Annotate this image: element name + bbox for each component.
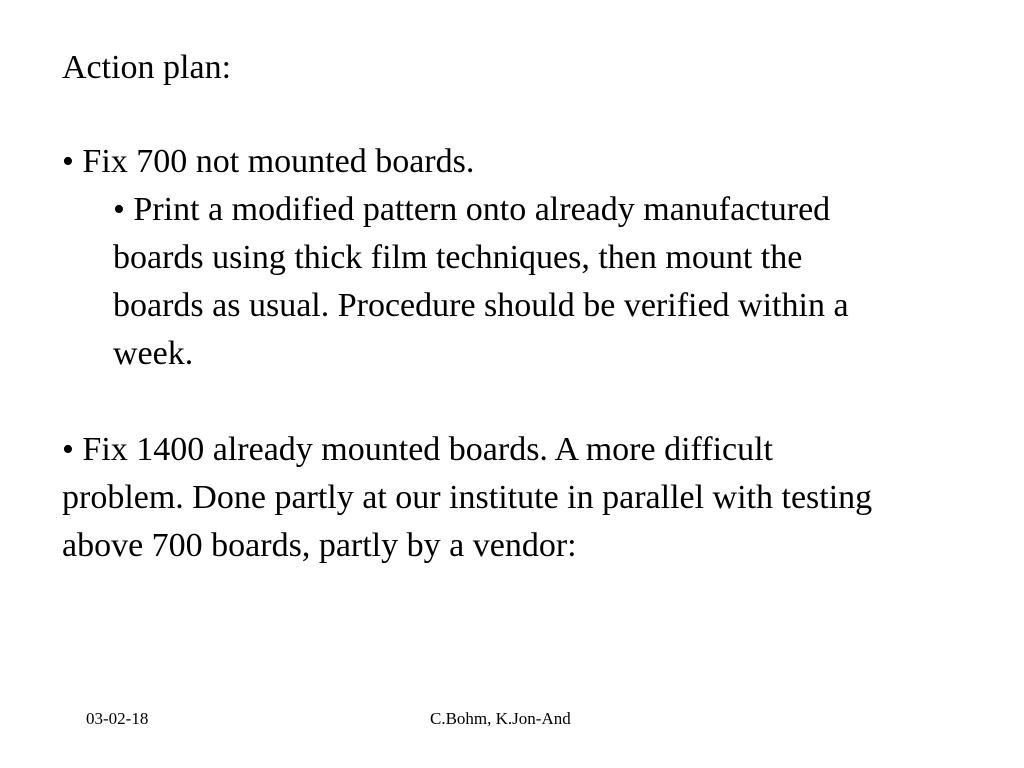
bullet-fix-700-boards: • Fix 700 not mounted boards. xyxy=(62,143,475,180)
bullet-line: problem. Done partly at our institute in parallel with testing xyxy=(62,479,873,516)
sub-bullet-line: • Print a modified pattern onto already manufactured xyxy=(113,191,831,228)
bullet-fix-1400-boards xyxy=(62,426,1022,570)
sub-bullet-line: week. xyxy=(113,335,194,372)
bullet-line: above 700 boards, partly by a vendor: xyxy=(62,527,577,564)
sub-bullet-print-pattern xyxy=(113,186,1013,378)
slide-title: Action plan: xyxy=(62,49,232,86)
footer-authors: C.Bohm, K.Jon-And xyxy=(430,709,571,728)
footer-date: 03-02-18 xyxy=(86,709,149,728)
sub-bullet-line: boards as usual. Procedure should be verified within a xyxy=(113,287,849,324)
sub-bullet-line: boards using thick film techniques, then mount the xyxy=(113,239,803,276)
bullet-line: • Fix 1400 already mounted boards. A more difficult xyxy=(62,431,773,468)
